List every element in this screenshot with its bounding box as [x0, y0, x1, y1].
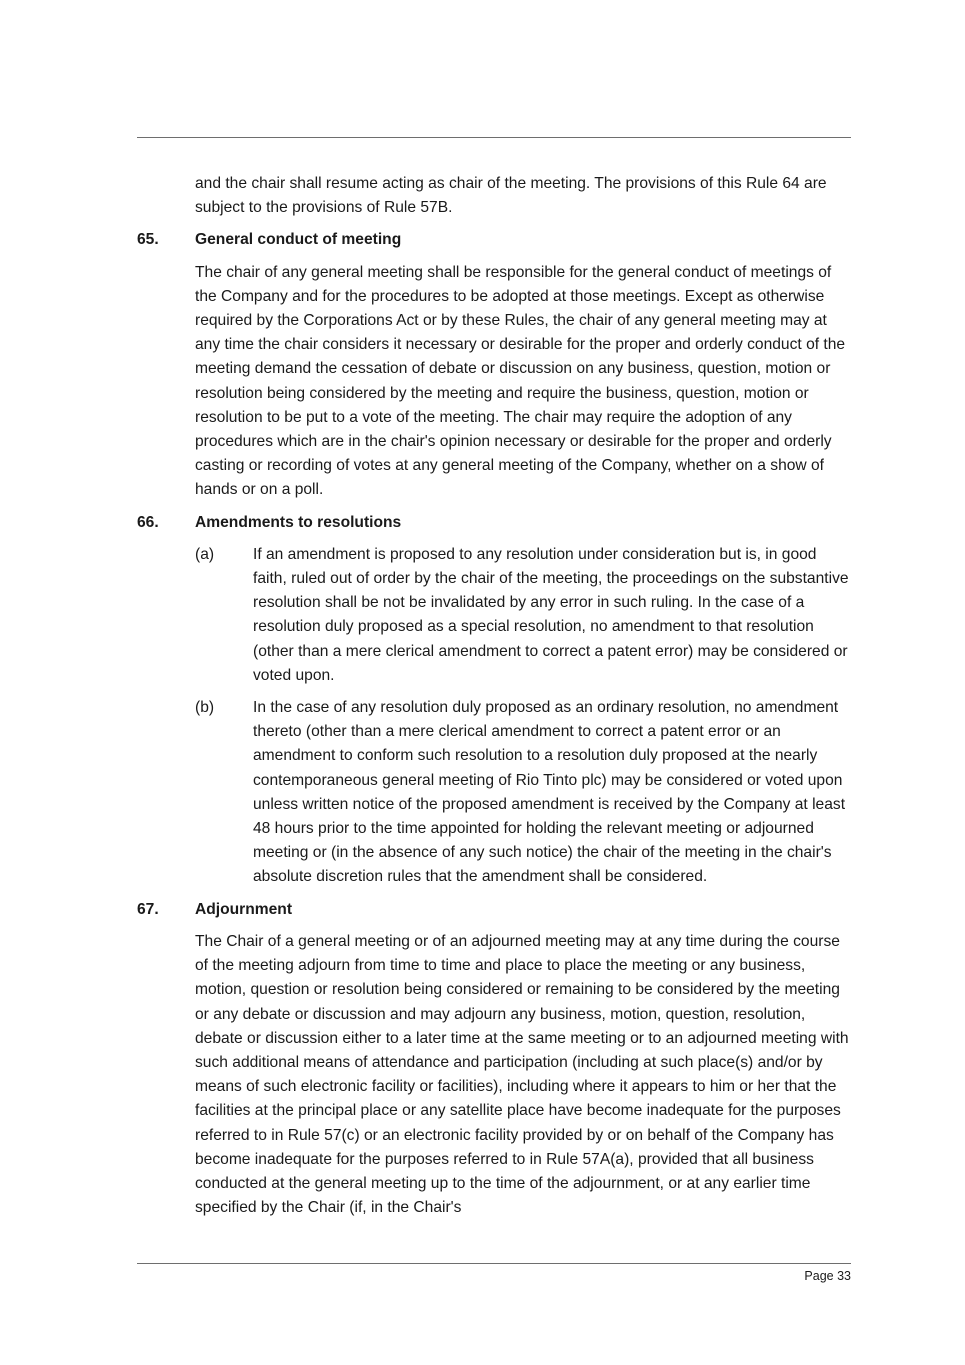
page-number: Page 33 [804, 1269, 851, 1283]
header-rule [137, 137, 851, 138]
section-title: Adjournment [195, 900, 293, 918]
section-title: Amendments to resolutions [195, 513, 402, 531]
section-number: 67. [137, 900, 159, 918]
item-text: If an amendment is proposed to any resolution under consideration but is, in good faith, ruled out of order by the chair of the meeting, the proceedings on the substantive resolution shall be not be invalidated by any error in such ruling. In the case of a resolution duly proposed as a special resolution, no amendment to that resolution (other than a mere clerical amendment to correct a patent error) may be considered or voted upon. [253, 545, 849, 684]
section-heading-65 [137, 228, 851, 252]
section-number: 65. [137, 231, 159, 249]
section-number: 66. [137, 513, 159, 531]
section-body-65: The chair of any general meeting shall be responsible for the general conduct of meetings of the Company and for the procedures to be adopted at those meetings. Except as otherwise required by the Corporations Act or by these Rules, the chair of any general meeting may at any time the chair considers it necessary or desirable for the proper and orderly conduct of the meeting demand the cessation of debate or discussion on any business, question, motion or resolution being considered by the meeting and require the business, question, motion or resolution to be put to a vote of the meeting. The chair may require the adoption of any procedures which are in the chair's opinion necessary or desirable for the proper and orderly casting or recording of votes at any general meeting of the Company, whether on a show of hands or on a poll. [195, 263, 846, 499]
item-label: (a) [195, 545, 215, 563]
item-label: (b) [195, 699, 215, 717]
document-body [137, 172, 851, 1228]
list-item-66b [195, 696, 851, 890]
section-body-67: The Chair of a general meeting or of an adjourned meeting may at any time during the course of the meeting adjourn from time to time and place to place the meeting or any business, motion, question or resolution being considered or remaining to be considered by the meeting or any debate or discussion and may adjourn any business, motion, question, resolution, debate or discussion either to a later time at the same meeting or to an adjourned meeting with such additional means of attendance and participation (including at such place(s) and/or by means of such electronic facility or facilities), including where it appears to him or her that the facilities at the principal place or any satellite place have become inadequate for the purposes referred to in Rule 57(c) or an electronic facility provided by or on behalf of the Company has become inadequate for the purposes referred to in Rule 57A(a), provided that all business conducted at the general meeting up to the time of the adjournment, or at any earlier time specified by the Chair (if, in the Chair's [195, 932, 849, 1217]
section-heading-67 [137, 898, 851, 922]
section-heading-66 [137, 511, 851, 535]
section-title: General conduct of meeting [195, 231, 402, 249]
list-item-66a [195, 543, 851, 688]
continuation-paragraph: and the chair shall resume acting as chair of the meeting. The provisions of this Rule 64 are subject to the provisions of Rule 57B. [195, 175, 827, 217]
footer-rule [137, 1263, 851, 1264]
item-text: In the case of any resolution duly proposed as an ordinary resolution, no amendment thereto (other than a mere clerical amendment to correct a patent error or an amendment to conform such resolution to a resolution duly proposed at the nearly contemporaneous general meeting of Rio Tinto plc) may be considered or voted upon unless written notice of the proposed amendment is received by the Company at least 48 hours prior to the time appointed for holding the relevant meeting or adjourned meeting or (in the absence of any such notice) the chair of the meeting in the chair's absolute discretion rules that the amendment shall be considered. [253, 699, 846, 886]
